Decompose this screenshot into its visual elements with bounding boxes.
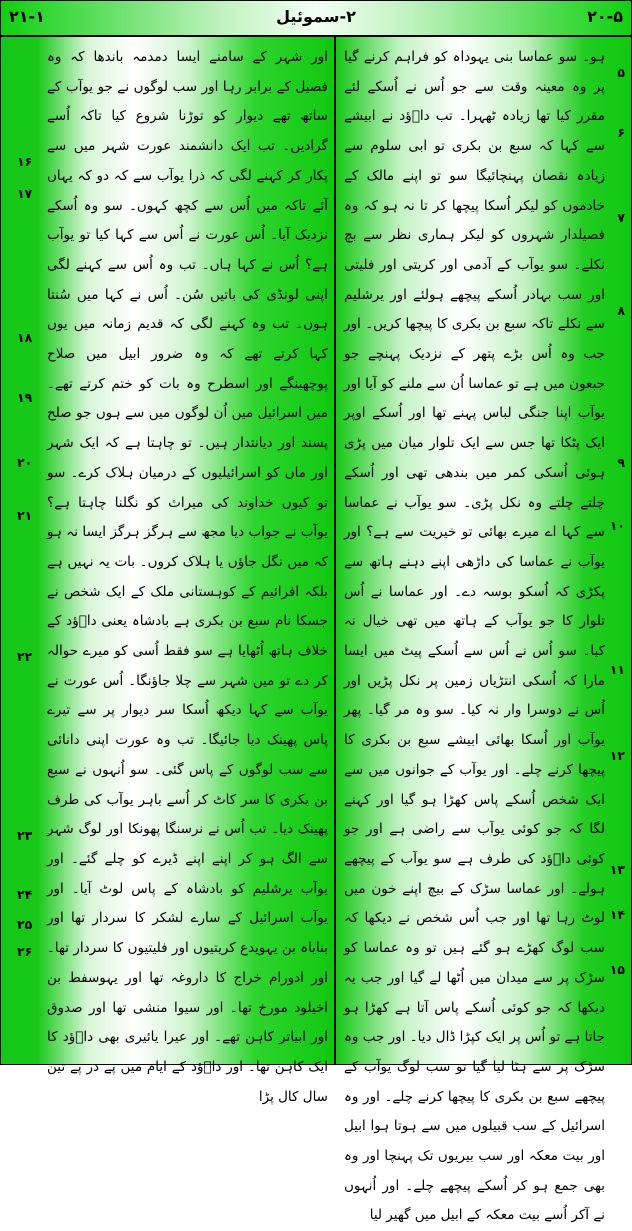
verse-number: ۱۵: [609, 962, 625, 977]
verse-number: ۱۰: [609, 518, 625, 533]
book-title: ۲-سموئیل: [276, 7, 356, 26]
left-column: [1, 37, 336, 1105]
right-column: [336, 37, 631, 1224]
verse-number: ۶: [617, 125, 625, 140]
verse-number: ۱۱: [609, 662, 625, 677]
verse-number: ۱۸: [17, 330, 33, 345]
page-header: [1, 1, 631, 37]
verse-number: ۹: [617, 455, 625, 470]
right-column-text: ہو۔ سو عماسا بنی یہوداہ کو فراہم کرنے گیا پر وہ معینہ وقت سے جو اُس نے اُسکے لئے مقرر کیا تھا زیادہ ٹھہرا۔ تب داؔؤد نے ابیشے سے کہا کہ سبع بن بکری تو ابی سلوم سے زیادہ نقصان پہنچائیگا سو تو اپنے مالک کے خادموں کو لیکر اُسکا پیچھا کر تا نہ ہو کہ وہ فصیلدار شہروں کو لیکر ہماری نظر سے بچ نکلے۔ سو یوآب کے آدمی اور کریتی اور فلیتی اور سب بہادر اُسکے پیچھے ہولئے اور یرشلیم سے نکلے تاکہ سبع بن بکری کا پیچھا کریں۔ اور جب وہ اُس بڑے پتھر کے نزدیک پہنچے جو جبعون میں ہے تو عماسا اُن سے ملنے کو آیا اور یوآب اپنا جنگی لباس پہنے تھا اور اُسکے اوپر ایک پٹکا تھا جس سے ایک تلوار میان میں پڑی ہوئی اُسکی کمر میں بندھی تھی اور اُسکے چلتے چلتے وہ نکل پڑی۔ سو یوآب نے عماسا سے کہا اے میرے بھائی تو خیریت سے ہے؟ اور یوآب نے عماسا کی داڑھی اپنے دہنے ہاتھ سے پکڑی کہ اُسکو بوسہ دے۔ اور عماسا نے اُس تلوار کا جو یوآب کے ہاتھ میں تھی خیال نہ کیا۔ سو اُس نے اُس سے اُسکے پیٹ میں ایسا مارا کہ اُسکی انتڑیاں زمین پر نکل پڑیں اور اُس نے دوسرا وار نہ کیا۔ سو وہ مر گیا۔ پھر یوآب اور اُسکا بھائی ابیشے سبع بن بکری کا پیچھا کرنے چلے۔ اور یوآب کے جوانوں میں سے ایک شخص اُسکے پاس کھڑا ہو گیا اور کہنے لگا کہ جو کوئی یوآب سے راضی ہے اور جو کوئی داؔؤد کی طرف ہے سو یوآب کے پیچھے ہولے۔ اور عماسا سڑک کے بیچ اپنے خون میں لوٹ رہا تھا اور جب اُس شخص نے دیکھا کہ سب لوگ کھڑے ہو گئے ہیں تو وہ عماسا کو سڑک پر سے میدان میں اُٹھا لے گیا اور جب یہ دیکھا کہ جو کوئی اُسکے پاس آتا ہے کھڑا ہو جاتا ہے تو اُس پر ایک کپڑا ڈال دیا۔ اور جب وہ سڑک پر سے ہٹا لیا گیا تو سب لوگ یوآب کے پیچھے سبع بن بکری کا پیچھا کرنے چلے۔ اور وہ اسرائیل کے سب قبیلوں میں سے ہوتا ہوا ابیل اور بیت معکہ اور سب بیریوں تک پہنچا اور وہ بھی جمع ہو کر اُسکے پیچھے چلے۔ اور اُنہوں نے آکر اُسے بیت معکہ کے ابیل میں گھیر لیا: [344, 49, 605, 1224]
left-column-text: اور شہر کے سامنے ایسا دمدمہ باندھا کہ وہ فصیل کے برابر رہا اور سب لوگوں نے جو یوآب کے ساتھ تھے دیوار کو توڑنا شروع کیا تاکہ اُسے گرادیں۔ تب ایک دانشمند عورت شہر میں سے پکار کر کہنے لگی کہ ذرا یوآب سے کہ دو کہ یہاں آئے تاکہ میں اُس سے کچھ کہوں۔ سو وہ اُسکے نزدیک آیا۔ اُس عورت نے اُس سے کہا کیا تو یوآب ہے؟ اُس نے کہا ہاں۔ تب وہ اُس سے کہنے لگی اپنی لونڈی کی باتیں سُن۔ اُس نے کہا میں سُنتا ہوں۔ تب وہ کہنے لگی کہ قدیم زمانہ میں یوں کہا کرتے تھے کہ وہ ضرور ابیل میں صلاح پوچھینگے اور اسطرح وہ بات کو ختم کرتے تھے۔ میں اسرائیل میں اُن لوگوں میں سے ہوں جو صلح پسند اور دیانتدار ہیں۔ تو چاہتا ہے کہ ایک شہر اور ماں کو اسرائیلیوں کے درمیان ہلاک کرے۔ سو تو کیوں خداوند کی میراث کو نگلنا چاہتا ہے؟ یوآب نے جواب دیا مجھ سے ہرگز ہرگز ایسا نہ ہو کہ میں نگل جاؤں یا ہلاک کروں۔ بات یہ نہیں ہے بلکہ افرائیم کے کوہستانی ملک کے ایک شخص نے جسکا نام سبع بن بکری ہے بادشاہ یعنی داؔؤد کے خلاف ہاتھ اُٹھایا ہے سو فقط اُسی کو میرے حوالہ کر دے تو میں شہر سے چلا جاؤنگا۔ اُس عورت نے یوآب سے کہا دیکھ اُسکا سر دیوار پر سے تیرے پاس پھینک دیا جائیگا۔ تب وہ عورت اپنی دانائی سے سب لوگوں کے پاس گئی۔ سو اُنہوں نے سبع بن بکری کا سر کاٹ کر اُسے باہر یوآب کی طرف پھینک دیا۔ تب اُس نے نرسنگا پھونکا اور لوگ شہر سے الگ ہو کر اپنے اپنے ڈیرے کو چلے گئے۔ اور یوآب یرشلیم کو بادشاہ کے پاس لوٹ آیا۔ اور یوآب اسرائیل کے سارے لشکر کا سردار تھا اور بنایاہ بن یہویدع کریتیوں اور فلیتیوں کا سردار تھا۔ اور ادورام خراج کا داروغہ تھا اور یہوسفط بن اخیلود مورخ تھا۔ اور سیوا منشی تھا اور صدوق اور ابیاتر کاہن تھے۔ اور عیرا یائیری بھی داؔؤد کا ایک کاہن تھا۔ اور داؔؤد کے ایام میں پے در پے تین سال کال پڑا: [47, 49, 328, 1105]
verse-number: ۲۰: [17, 455, 33, 470]
verse-number: ۲۵: [17, 917, 33, 932]
verse-number: ۵: [617, 65, 625, 80]
chapter-reference-left: ۲۱-۱: [9, 7, 45, 26]
verse-number: ۲۴: [17, 887, 33, 902]
verse-number: ۷: [617, 210, 625, 225]
chapter-reference-right: ۲۰-۵: [587, 7, 623, 26]
verse-number: ۱۷: [17, 186, 33, 201]
verse-number: ۱۶: [17, 154, 33, 169]
verse-number: ۱۴: [609, 907, 625, 922]
verse-number: ۲۳: [17, 828, 33, 843]
verse-number: ۲۲: [17, 649, 33, 664]
verse-number: ۲۱: [17, 508, 33, 523]
verse-number: ۸: [617, 303, 625, 318]
verse-number: ۱۹: [17, 390, 33, 405]
verse-number: ۱۳: [609, 862, 625, 877]
verse-number: ۱۲: [609, 748, 625, 763]
verse-number: ۲۶: [17, 944, 33, 959]
